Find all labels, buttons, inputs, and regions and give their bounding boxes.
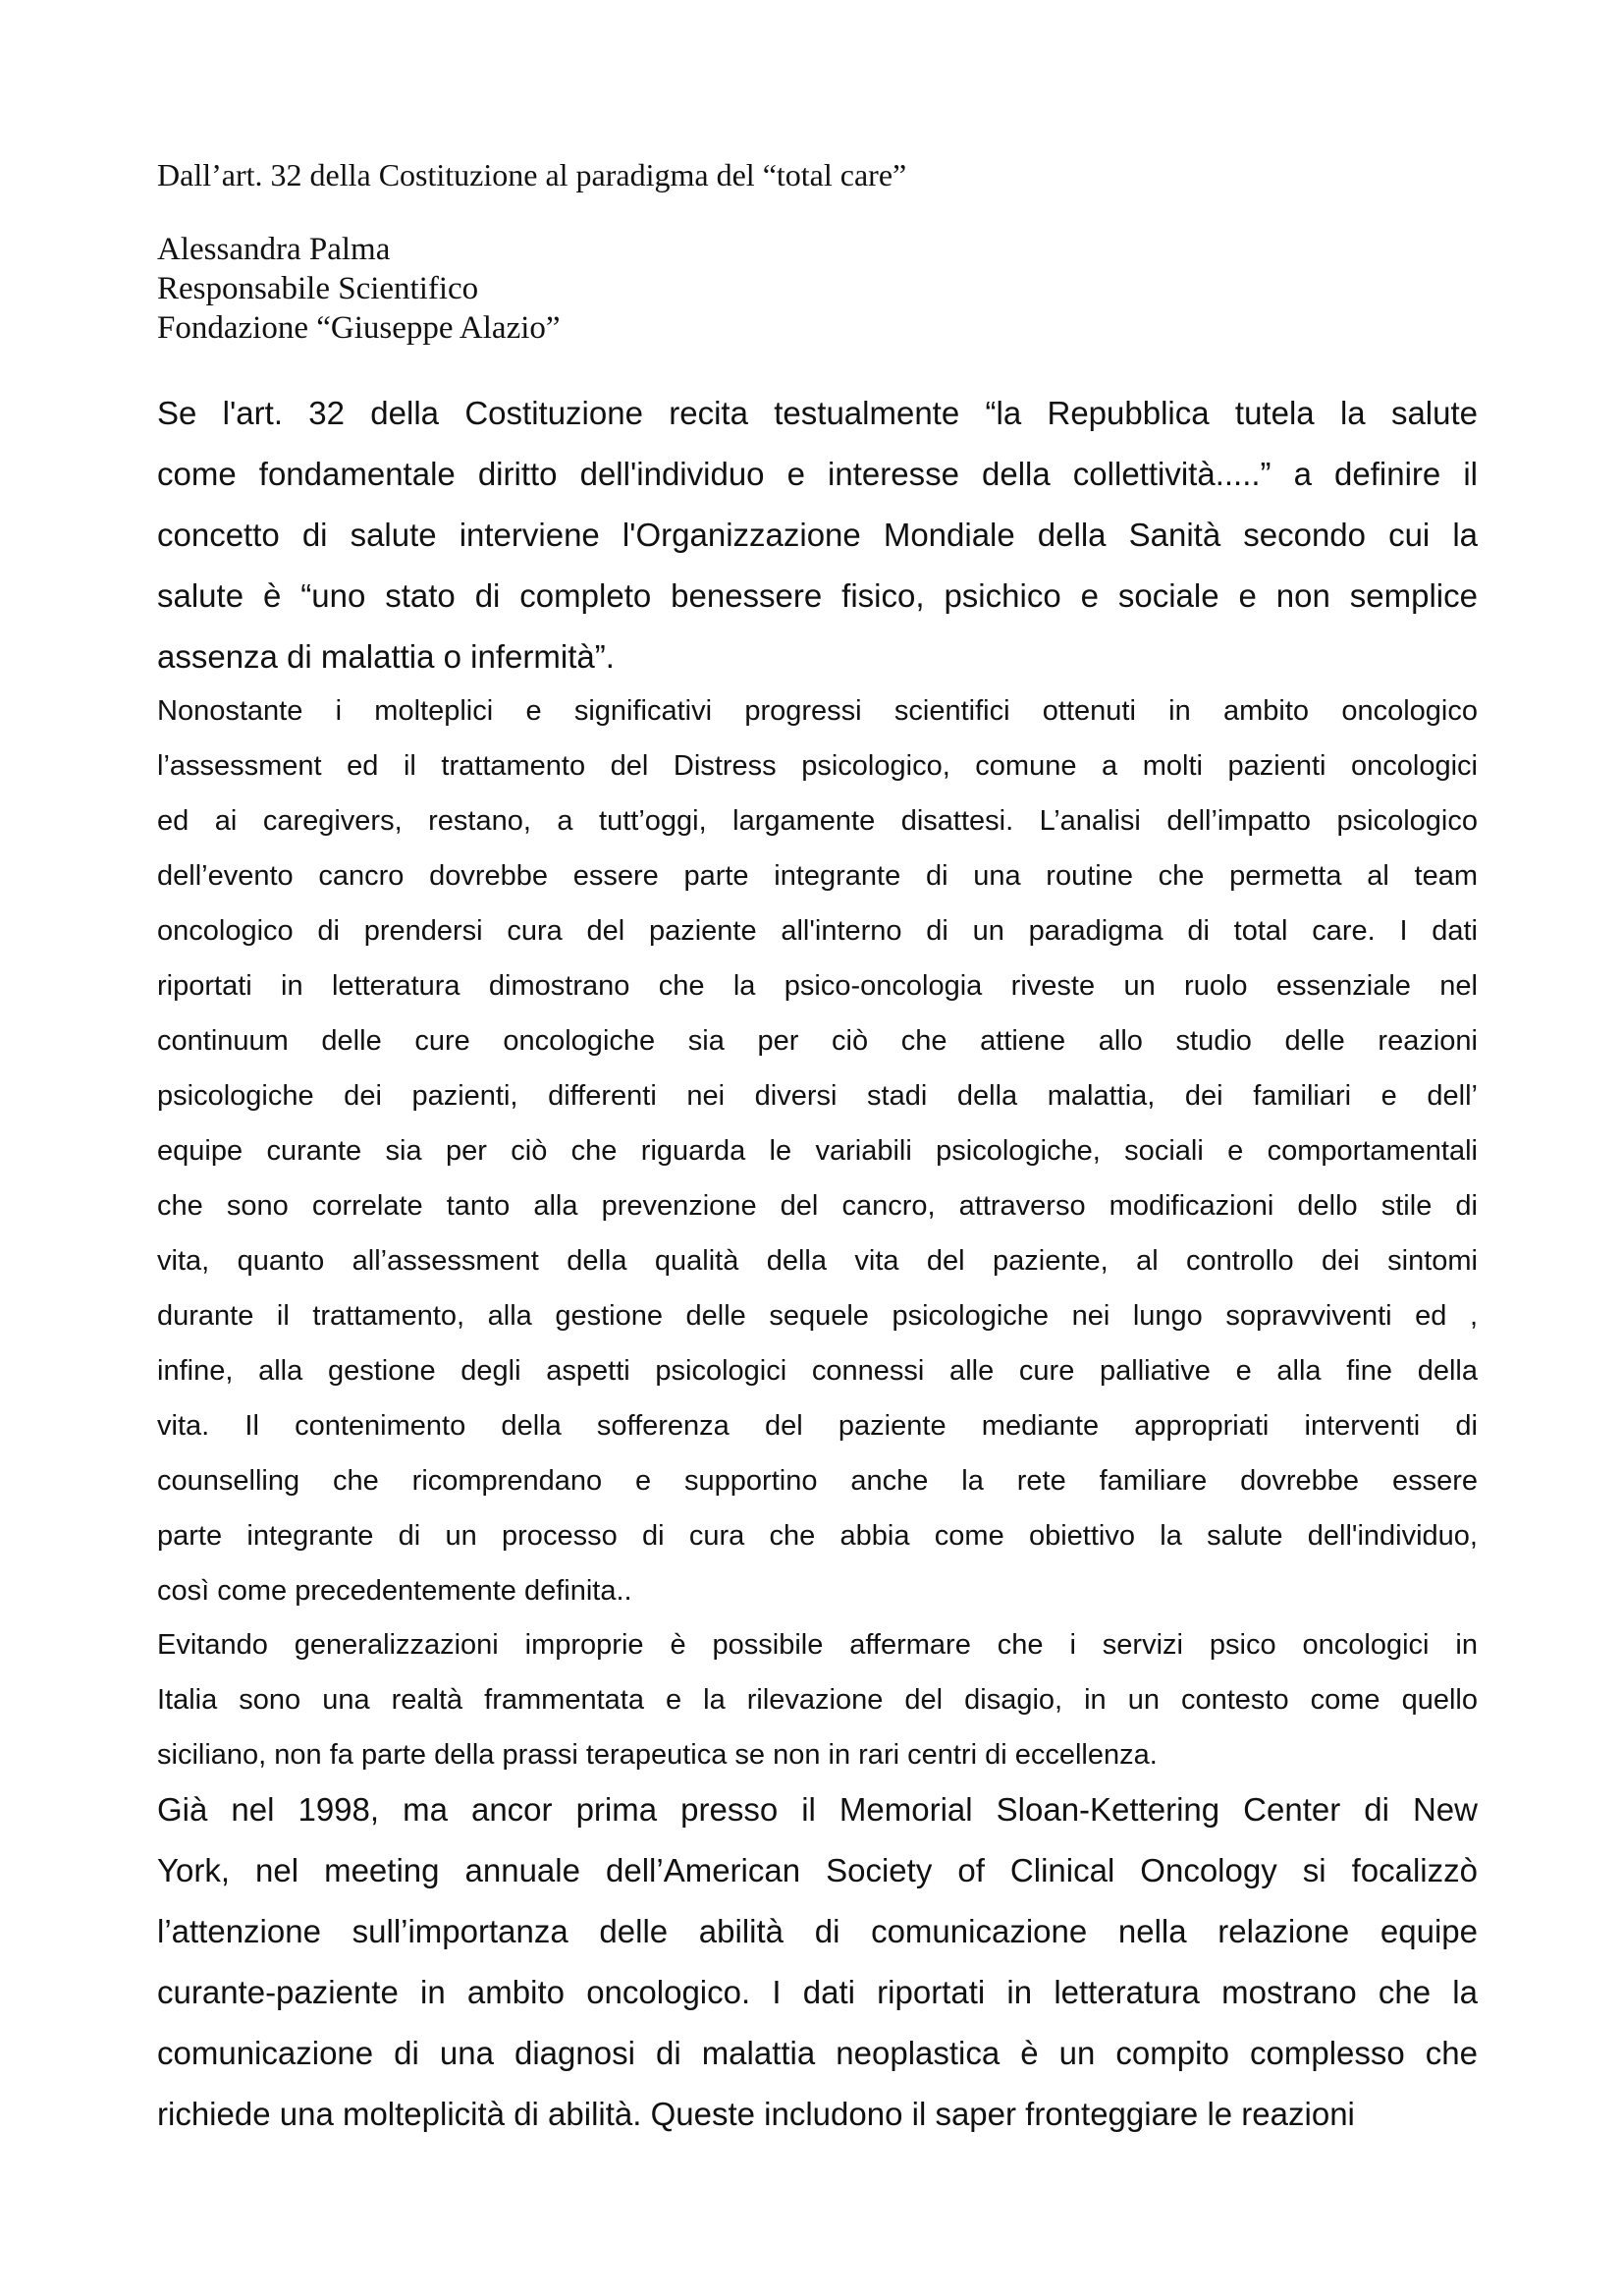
text-line: Evitando generalizzazioni improprie è possibile affermare che i servizi psico oncologici in bbox=[157, 1629, 1478, 1661]
text-line: richiede una molteplicità di abilità. Queste includono il saper fronteggiare le reazioni bbox=[157, 2096, 1355, 2132]
text-line: ed ai caregivers, restano, a tutt’oggi, largamente disattesi. L’analisi dell’impatto psicologico bbox=[157, 805, 1478, 837]
document-title: Dall’art. 32 della Costituzione al paradigma del “total care” bbox=[157, 157, 907, 192]
paragraph-4 bbox=[157, 1779, 1478, 2145]
text-line: Italia sono una realtà frammentata e la rilevazione del disagio, in un contesto come quello bbox=[157, 1684, 1478, 1716]
text-line: Già nel 1998, ma ancor prima presso il Memorial Sloan-Kettering Center di New bbox=[157, 1791, 1478, 1828]
text-line: riportati in letteratura dimostrano che la psico-oncologia riveste un ruolo essenziale nel bbox=[157, 970, 1478, 1002]
text-line: equipe curante sia per ciò che riguarda le variabili psicologiche, sociali e comportamentali bbox=[157, 1135, 1478, 1167]
text-line: curante-paziente in ambito oncologico. I dati riportati in letteratura mostrano che la bbox=[157, 1974, 1478, 2010]
text-line: l’attenzione sull’importanza delle abilità di comunicazione nella relazione equipe bbox=[157, 1913, 1478, 1949]
text-line: continuum delle cure oncologiche sia per ciò che attiene allo studio delle reazioni bbox=[157, 1025, 1478, 1057]
author-name: Alessandra Palma bbox=[157, 232, 391, 267]
text-line: counselling che ricomprendano e supportino anche la rete familiare dovrebbe essere bbox=[157, 1465, 1478, 1497]
text-line: infine, alla gestione degli aspetti psicologici connessi alle cure palliative e alla fine della bbox=[157, 1355, 1478, 1387]
text-line: che sono correlate tanto alla prevenzione del cancro, attraverso modificazioni dello stile di bbox=[157, 1190, 1478, 1222]
text-line: comunicazione di una diagnosi di malattia neoplastica è un compito complesso che bbox=[157, 2035, 1478, 2071]
text-line: concetto di salute interviene l'Organizzazione Mondiale della Sanità secondo cui la bbox=[157, 517, 1478, 553]
author-organization: Fondazione “Giuseppe Alazio” bbox=[157, 310, 561, 346]
author-role: Responsabile Scientifico bbox=[157, 271, 479, 306]
author-block bbox=[157, 230, 561, 348]
text-line: Nonostante i molteplici e significativi progressi scientifici ottenuti in ambito oncologico bbox=[157, 695, 1478, 727]
text-line: parte integrante di un processo di cura che abbia come obiettivo la salute dell'individuo, bbox=[157, 1520, 1478, 1552]
text-line: York, nel meeting annuale dell’American Society of Clinical Oncology si focalizzò bbox=[157, 1852, 1478, 1888]
text-line: l’assessment ed il trattamento del Distress psicologico, comune a molti pazienti oncologici bbox=[157, 750, 1478, 782]
text-line: durante il trattamento, alla gestione delle sequele psicologiche nei lungo sopravviventi ed , bbox=[157, 1300, 1478, 1332]
text-line: salute è “uno stato di completo benessere fisico, psichico e sociale e non semplice bbox=[157, 577, 1478, 614]
text-line: come fondamentale diritto dell'individuo e interesse della collettività.....” a definire il bbox=[157, 456, 1478, 492]
text-line: siciliano, non fa parte della prassi terapeutica se non in rari centri di eccellenza. bbox=[157, 1739, 1158, 1771]
text-line: così come precedentemente definita.. bbox=[157, 1575, 632, 1607]
text-line: oncologico di prendersi cura del paziente all'interno di un paradigma di total care. I dati bbox=[157, 915, 1478, 947]
text-line: vita. Il contenimento della sofferenza del paziente mediante appropriati interventi di bbox=[157, 1410, 1478, 1442]
text-line: vita, quanto all’assessment della qualità della vita del paziente, al controllo dei sintomi bbox=[157, 1245, 1478, 1277]
text-line: Se l'art. 32 della Costituzione recita testualmente “la Repubblica tutela la salute bbox=[157, 395, 1478, 431]
paragraph-1 bbox=[157, 383, 1478, 687]
paragraph-3 bbox=[157, 1617, 1478, 1782]
text-line: dell’evento cancro dovrebbe essere parte integrante di una routine che permetta al team bbox=[157, 860, 1478, 892]
text-line: psicologiche dei pazienti, differenti nei diversi stadi della malattia, dei familiari e dell’ bbox=[157, 1080, 1478, 1112]
text-line: assenza di malattia o infermità”. bbox=[157, 638, 615, 675]
paragraph-2 bbox=[157, 683, 1478, 1618]
